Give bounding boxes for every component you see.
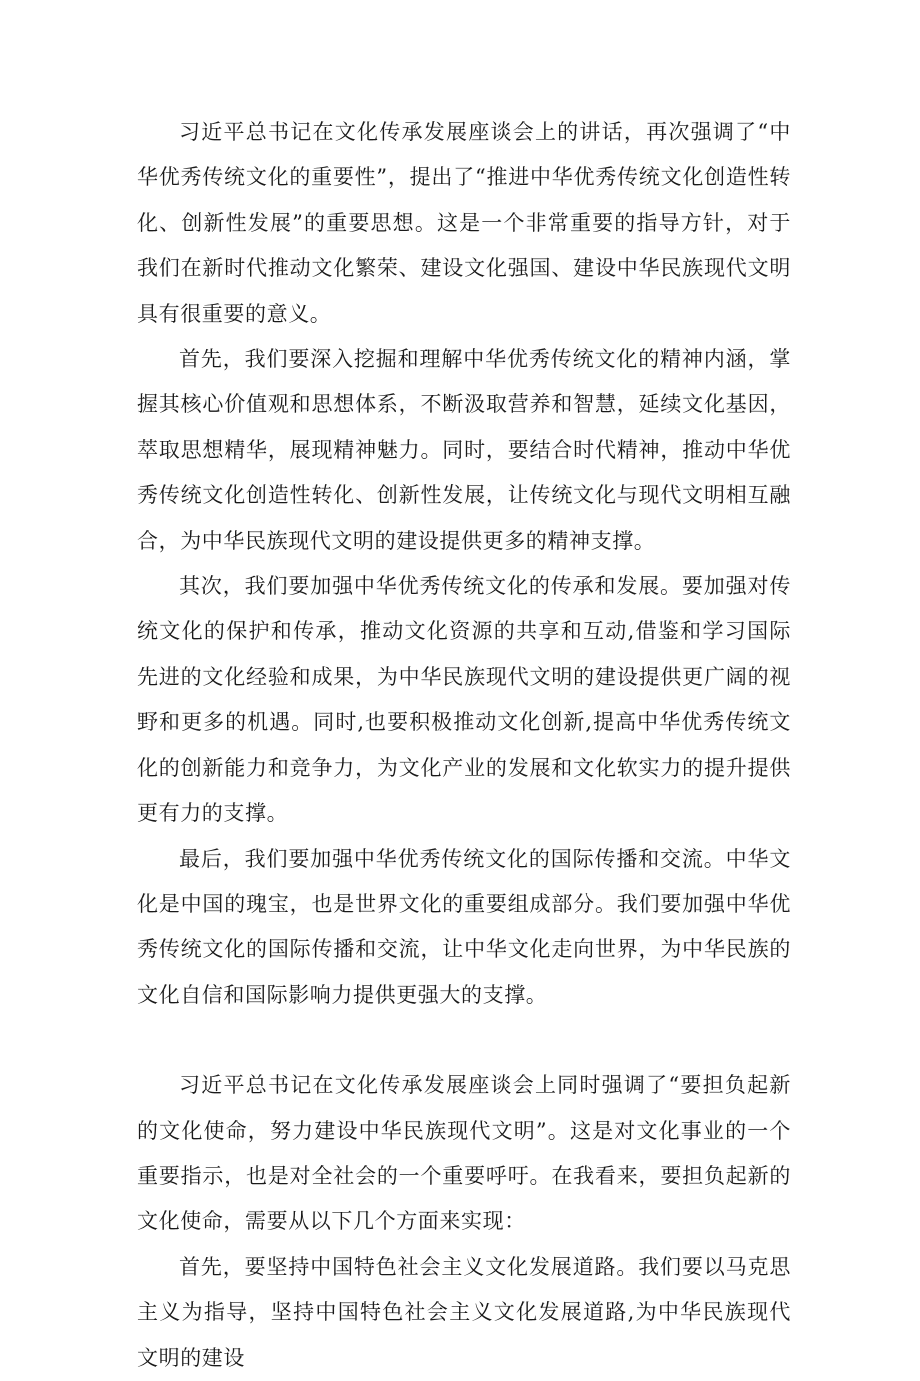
paragraph-6: 首先，要坚持中国特色社会主义文化发展道路。我们要以马克思主义为指导，坚持中国特色社会主义文化发展道路,为中华民族现代文明的建设 bbox=[137, 1254, 791, 1370]
document-body bbox=[137, 110, 791, 1381]
paragraph-1: 习近平总书记在文化传承发展座谈会上的讲话，再次强调了“中华优秀传统文化的重要性”，提出了“推进中华优秀传统文化创造性转化、创新性发展”的重要思想。这是一个非常重要的指导方针，对于我们在新时代推动文化繁荣、建设文化强国、建设中华民族现代文明具有很重要的意义。 bbox=[137, 120, 791, 326]
paragraph-5: 习近平总书记在文化传承发展座谈会上同时强调了“要担负起新的文化使命，努力建设中华民族现代文明”。这是对文化事业的一个重要指示，也是对全社会的一个重要呼吁。在我看来，要担负起新的文化使命，需要从以下几个方面来实现： bbox=[137, 1073, 791, 1234]
paragraph-2: 首先，我们要深入挖掘和理解中华优秀传统文化的精神内涵，掌握其核心价值观和思想体系，不断汲取营养和智慧，延续文化基因，萃取思想精华，展现精神魅力。同时，要结合时代精神，推动中华优秀传统文化创造性转化、创新性发展，让传统文化与现代文明相互融合，为中华民族现代文明的建设提供更多的精神支撑。 bbox=[137, 347, 791, 553]
paragraph-3: 其次，我们要加强中华优秀传统文化的传承和发展。要加强对传统文化的保护和传承，推动文化资源的共享和互动,借鉴和学习国际先进的文化经验和成果，为中华民族现代文明的建设提供更广阔的视野和更多的机遇。同时,也要积极推动文化创新,提高中华优秀传统文化的创新能力和竞争力，为文化产业的发展和文化软实力的提升提供更有力的支撑。 bbox=[137, 574, 791, 826]
paragraph-4: 最后，我们要加强中华优秀传统文化的国际传播和交流。中华文化是中国的瑰宝，也是世界文化的重要组成部分。我们要加强中华优秀传统文化的国际传播和交流，让中华文化走向世界，为中华民族的文化自信和国际影响力提供更强大的支撑。 bbox=[137, 846, 791, 1007]
